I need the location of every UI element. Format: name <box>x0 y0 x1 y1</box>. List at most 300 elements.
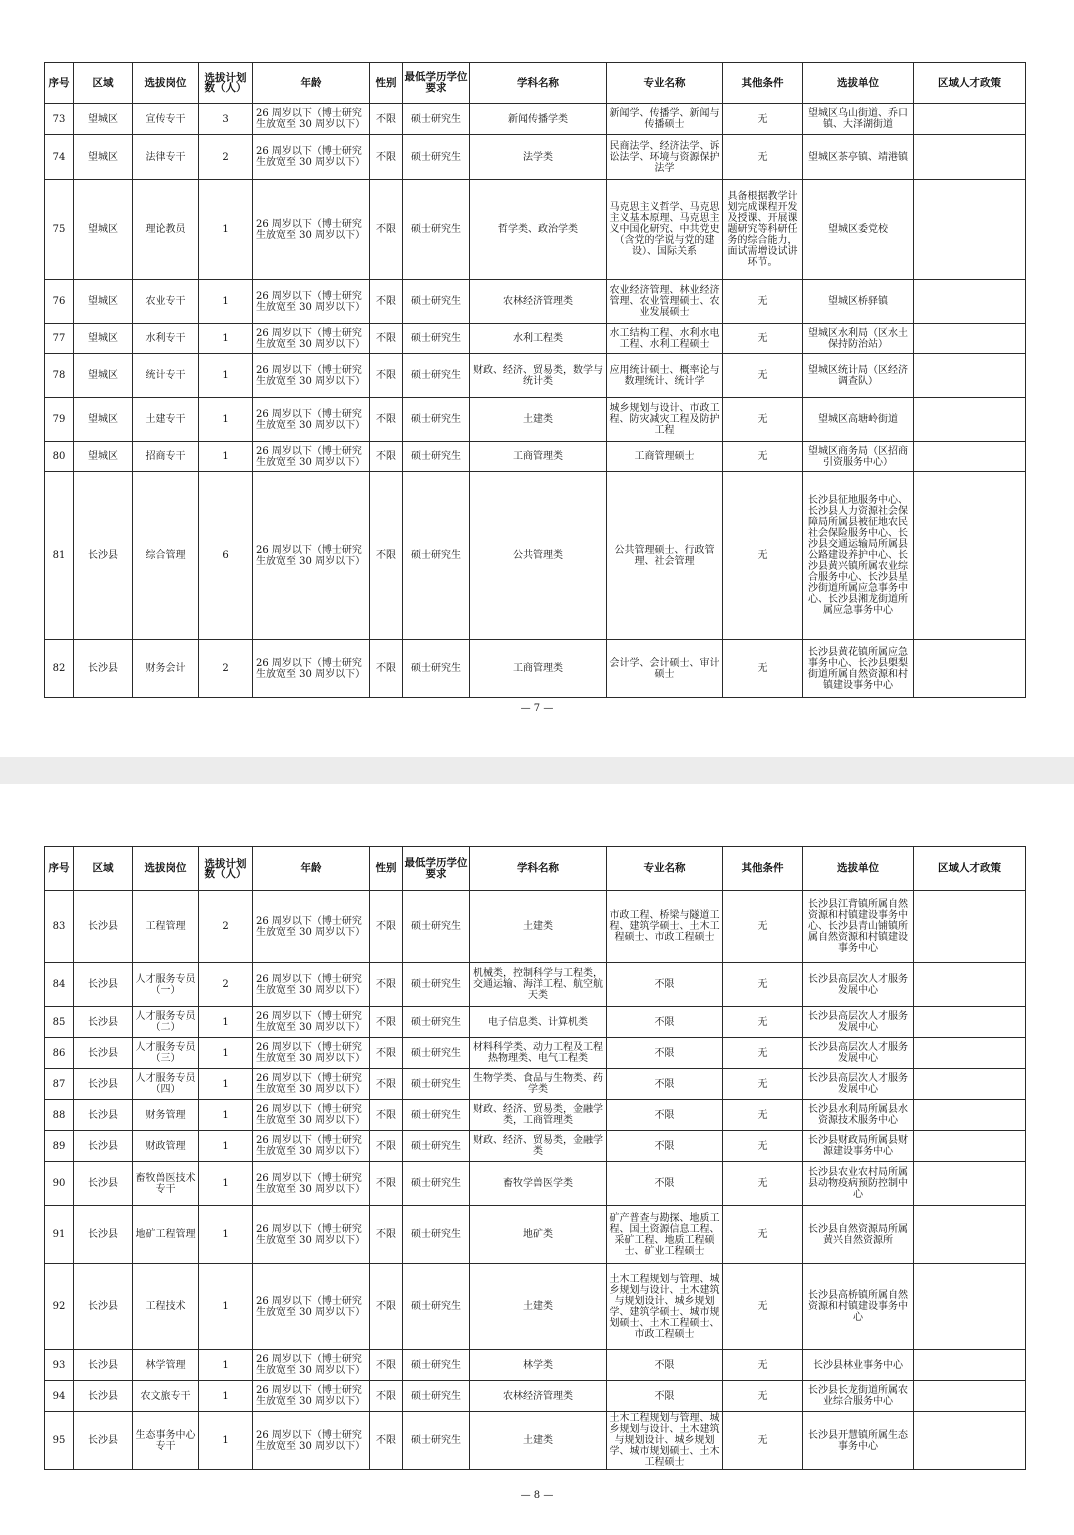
area-cell: 望城区 <box>74 180 133 280</box>
area-cell: 长沙县 <box>74 472 133 640</box>
column-header-degree: 最低学历学位要求 <box>403 847 470 891</box>
major-cell: 城乡规划与设计、市政工程、防灾减灾工程及防护工程 <box>607 398 723 442</box>
discipline-cell: 土建类 <box>470 1264 607 1350</box>
major-cell: 不限 <box>607 963 723 1007</box>
policy-cell <box>914 354 1026 398</box>
post-cell: 法律专干 <box>133 135 199 180</box>
row-number-cell: 75 <box>45 180 74 280</box>
area-cell: 望城区 <box>74 135 133 180</box>
post-cell: 宣传专干 <box>133 104 199 135</box>
gender-cell: 不限 <box>370 354 403 398</box>
table-row <box>45 135 1026 180</box>
count-cell: 1 <box>199 1264 253 1350</box>
degree-cell: 硕士研究生 <box>403 324 470 354</box>
unit-cell: 长沙县高层次人才服务发展中心 <box>803 963 914 1007</box>
gender-cell: 不限 <box>370 1038 403 1069</box>
degree-cell: 硕士研究生 <box>403 891 470 963</box>
discipline-cell: 财政、经济、贸易类，金融学类，工商管理类 <box>470 1100 607 1131</box>
major-cell: 土木工程规划与管理、城乡规划与设计、土木建筑与规划设计、城乡规划学、城市规划硕士、土木工程硕士 <box>607 1412 723 1470</box>
age-cell: 26 周岁以下（博士研究生放宽至 30 周岁以下） <box>253 1412 370 1470</box>
column-header-count: 选拔计划数（人） <box>199 63 253 104</box>
area-cell: 长沙县 <box>74 1069 133 1100</box>
post-cell: 地矿工程管理 <box>133 1206 199 1264</box>
age-cell: 26 周岁以下（博士研究生放宽至 30 周岁以下） <box>253 1381 370 1412</box>
post-cell: 理论教员 <box>133 180 199 280</box>
discipline-cell: 农林经济管理类 <box>470 280 607 324</box>
degree-cell: 硕士研究生 <box>403 1131 470 1162</box>
major-cell: 农业经济管理、林业经济管理、农业管理硕士、农业发展硕士 <box>607 280 723 324</box>
degree-cell: 硕士研究生 <box>403 104 470 135</box>
table-row <box>45 1381 1026 1412</box>
major-cell: 不限 <box>607 1350 723 1381</box>
discipline-cell: 财政、经济、贸易类，数学与统计类 <box>470 354 607 398</box>
discipline-cell: 畜牧学兽医学类 <box>470 1162 607 1206</box>
unit-cell: 望城区统计局（区经济调查队） <box>803 354 914 398</box>
post-cell: 工程技术 <box>133 1264 199 1350</box>
count-cell: 1 <box>199 1412 253 1470</box>
count-cell: 1 <box>199 1206 253 1264</box>
area-cell: 长沙县 <box>74 963 133 1007</box>
degree-cell: 硕士研究生 <box>403 1007 470 1038</box>
gender-cell: 不限 <box>370 640 403 698</box>
age-cell: 26 周岁以下（博士研究生放宽至 30 周岁以下） <box>253 354 370 398</box>
column-header-other-conditions: 其他条件 <box>723 847 803 891</box>
column-header-unit: 选拔单位 <box>803 63 914 104</box>
document-page-7 <box>0 0 1074 757</box>
table-row <box>45 1162 1026 1206</box>
row-number-cell: 88 <box>45 1100 74 1131</box>
row-number-cell: 86 <box>45 1038 74 1069</box>
column-header-row-number: 序号 <box>45 847 74 891</box>
discipline-cell: 新闻传播学类 <box>470 104 607 135</box>
table-row <box>45 1100 1026 1131</box>
gender-cell: 不限 <box>370 963 403 1007</box>
post-cell: 统计专干 <box>133 354 199 398</box>
age-cell: 26 周岁以下（博士研究生放宽至 30 周岁以下） <box>253 963 370 1007</box>
table-row <box>45 1412 1026 1470</box>
unit-cell: 望城区乌山街道、乔口镇、大泽湖街道 <box>803 104 914 135</box>
gender-cell: 不限 <box>370 1264 403 1350</box>
column-header-post: 选拔岗位 <box>133 63 199 104</box>
row-number-cell: 79 <box>45 398 74 442</box>
policy-cell <box>914 1412 1026 1470</box>
post-cell: 人才服务专员（二） <box>133 1007 199 1038</box>
table-row <box>45 963 1026 1007</box>
other-conditions-cell: 无 <box>723 442 803 472</box>
policy-cell <box>914 1264 1026 1350</box>
row-number-cell: 76 <box>45 280 74 324</box>
degree-cell: 硕士研究生 <box>403 1038 470 1069</box>
major-cell: 不限 <box>607 1038 723 1069</box>
column-header-degree: 最低学历学位要求 <box>403 63 470 104</box>
discipline-cell: 哲学类、政治学类 <box>470 180 607 280</box>
gender-cell: 不限 <box>370 1131 403 1162</box>
post-cell: 农业专干 <box>133 280 199 324</box>
degree-cell: 硕士研究生 <box>403 354 470 398</box>
age-cell: 26 周岁以下（博士研究生放宽至 30 周岁以下） <box>253 1100 370 1131</box>
other-conditions-cell: 无 <box>723 1038 803 1069</box>
column-header-discipline: 学科名称 <box>470 63 607 104</box>
post-cell: 林学管理 <box>133 1350 199 1381</box>
unit-cell: 长沙县高桥镇所属自然资源和村镇建设事务中心 <box>803 1264 914 1350</box>
area-cell: 望城区 <box>74 280 133 324</box>
page-number: — 7 — <box>520 703 554 714</box>
policy-cell <box>914 472 1026 640</box>
age-cell: 26 周岁以下（博士研究生放宽至 30 周岁以下） <box>253 398 370 442</box>
discipline-cell: 水利工程类 <box>470 324 607 354</box>
policy-cell <box>914 1162 1026 1206</box>
table-row <box>45 1206 1026 1264</box>
degree-cell: 硕士研究生 <box>403 1412 470 1470</box>
table-row <box>45 104 1026 135</box>
table-row <box>45 1038 1026 1069</box>
other-conditions-cell: 无 <box>723 1131 803 1162</box>
table-row <box>45 1131 1026 1162</box>
policy-cell <box>914 135 1026 180</box>
other-conditions-cell: 无 <box>723 891 803 963</box>
column-header-unit: 选拔单位 <box>803 847 914 891</box>
gender-cell: 不限 <box>370 135 403 180</box>
discipline-cell: 机械类，控制科学与工程类，交通运输、海洋工程、航空航天类 <box>470 963 607 1007</box>
age-cell: 26 周岁以下（博士研究生放宽至 30 周岁以下） <box>253 324 370 354</box>
unit-cell: 望城区委党校 <box>803 180 914 280</box>
table-row <box>45 1007 1026 1038</box>
age-cell: 26 周岁以下（博士研究生放宽至 30 周岁以下） <box>253 1206 370 1264</box>
unit-cell: 望城区高塘岭街道 <box>803 398 914 442</box>
discipline-cell: 公共管理类 <box>470 472 607 640</box>
count-cell: 1 <box>199 1038 253 1069</box>
gender-cell: 不限 <box>370 1412 403 1470</box>
discipline-cell: 农林经济管理类 <box>470 1381 607 1412</box>
column-header-other-conditions: 其他条件 <box>723 63 803 104</box>
column-header-area: 区域 <box>74 63 133 104</box>
policy-cell <box>914 398 1026 442</box>
unit-cell: 望城区桥驿镇 <box>803 280 914 324</box>
count-cell: 1 <box>199 1100 253 1131</box>
row-number-cell: 83 <box>45 891 74 963</box>
count-cell: 1 <box>199 280 253 324</box>
area-cell: 长沙县 <box>74 1131 133 1162</box>
other-conditions-cell: 无 <box>723 354 803 398</box>
other-conditions-cell: 无 <box>723 1007 803 1038</box>
other-conditions-cell: 无 <box>723 1100 803 1131</box>
gender-cell: 不限 <box>370 442 403 472</box>
policy-cell <box>914 104 1026 135</box>
count-cell: 2 <box>199 135 253 180</box>
unit-cell: 长沙县农业农村局所属县动物疫病预防控制中心 <box>803 1162 914 1206</box>
major-cell: 不限 <box>607 1007 723 1038</box>
gender-cell: 不限 <box>370 280 403 324</box>
major-cell: 不限 <box>607 1069 723 1100</box>
count-cell: 1 <box>199 1131 253 1162</box>
age-cell: 26 周岁以下（博士研究生放宽至 30 周岁以下） <box>253 280 370 324</box>
major-cell: 不限 <box>607 1131 723 1162</box>
row-number-cell: 87 <box>45 1069 74 1100</box>
major-cell: 水工结构工程、水利水电工程、水利工程硕士 <box>607 324 723 354</box>
recruitment-table-page-8 <box>44 846 1026 1470</box>
unit-cell: 望城区水利局（区水土保持防治站） <box>803 324 914 354</box>
post-cell: 畜牧兽医技术专干 <box>133 1162 199 1206</box>
count-cell: 1 <box>199 324 253 354</box>
age-cell: 26 周岁以下（博士研究生放宽至 30 周岁以下） <box>253 104 370 135</box>
count-cell: 1 <box>199 1162 253 1206</box>
row-number-cell: 81 <box>45 472 74 640</box>
major-cell: 土木工程规划与管理、城乡规划与设计、土木建筑与规划设计、城乡规划学、建筑学硕士、城市规划硕士、土木工程硕士、市政工程硕士 <box>607 1264 723 1350</box>
policy-cell <box>914 891 1026 963</box>
table-row <box>45 180 1026 280</box>
row-number-cell: 74 <box>45 135 74 180</box>
area-cell: 望城区 <box>74 104 133 135</box>
gender-cell: 不限 <box>370 891 403 963</box>
unit-cell: 望城区茶亭镇、靖港镇 <box>803 135 914 180</box>
row-number-cell: 73 <box>45 104 74 135</box>
table-row <box>45 1264 1026 1350</box>
post-cell: 工程管理 <box>133 891 199 963</box>
age-cell: 26 周岁以下（博士研究生放宽至 30 周岁以下） <box>253 1131 370 1162</box>
post-cell: 财务管理 <box>133 1100 199 1131</box>
count-cell: 1 <box>199 180 253 280</box>
table-header-row <box>45 847 1026 891</box>
degree-cell: 硕士研究生 <box>403 398 470 442</box>
major-cell: 马克思主义哲学、马克思主义基本原理、马克思主义中国化研究、中共党史（含党的学说与党的建设）、国际关系 <box>607 180 723 280</box>
table-row <box>45 280 1026 324</box>
discipline-cell: 土建类 <box>470 891 607 963</box>
unit-cell: 长沙县水利局所属县水资源技术服务中心 <box>803 1100 914 1131</box>
row-number-cell: 78 <box>45 354 74 398</box>
major-cell: 应用统计硕士、概率论与数理统计、统计学 <box>607 354 723 398</box>
table-header-row <box>45 63 1026 104</box>
degree-cell: 硕士研究生 <box>403 640 470 698</box>
policy-cell <box>914 1206 1026 1264</box>
row-number-cell: 90 <box>45 1162 74 1206</box>
row-number-cell: 77 <box>45 324 74 354</box>
count-cell: 1 <box>199 1069 253 1100</box>
degree-cell: 硕士研究生 <box>403 1206 470 1264</box>
discipline-cell: 法学类 <box>470 135 607 180</box>
column-header-gender: 性别 <box>370 63 403 104</box>
discipline-cell: 电子信息类、计算机类 <box>470 1007 607 1038</box>
other-conditions-cell: 无 <box>723 1069 803 1100</box>
count-cell: 3 <box>199 104 253 135</box>
area-cell: 长沙县 <box>74 640 133 698</box>
policy-cell <box>914 180 1026 280</box>
major-cell: 民商法学、经济法学、诉讼法学、环境与资源保护法学 <box>607 135 723 180</box>
area-cell: 长沙县 <box>74 1100 133 1131</box>
gender-cell: 不限 <box>370 1350 403 1381</box>
major-cell: 工商管理硕士 <box>607 442 723 472</box>
unit-cell: 长沙县高层次人才服务发展中心 <box>803 1069 914 1100</box>
other-conditions-cell: 无 <box>723 1264 803 1350</box>
gender-cell: 不限 <box>370 472 403 640</box>
page-number: — 8 — <box>520 1490 554 1501</box>
unit-cell: 长沙县高层次人才服务发展中心 <box>803 1007 914 1038</box>
row-number-cell: 89 <box>45 1131 74 1162</box>
area-cell: 望城区 <box>74 442 133 472</box>
area-cell: 长沙县 <box>74 1162 133 1206</box>
policy-cell <box>914 442 1026 472</box>
policy-cell <box>914 1381 1026 1412</box>
column-header-post: 选拔岗位 <box>133 847 199 891</box>
area-cell: 望城区 <box>74 398 133 442</box>
count-cell: 1 <box>199 1381 253 1412</box>
row-number-cell: 80 <box>45 442 74 472</box>
gender-cell: 不限 <box>370 1206 403 1264</box>
other-conditions-cell: 无 <box>723 1162 803 1206</box>
table-body <box>45 104 1026 698</box>
age-cell: 26 周岁以下（博士研究生放宽至 30 周岁以下） <box>253 1038 370 1069</box>
count-cell: 1 <box>199 1007 253 1038</box>
post-cell: 财政管理 <box>133 1131 199 1162</box>
post-cell: 生态事务中心专干 <box>133 1412 199 1470</box>
table-row <box>45 324 1026 354</box>
row-number-cell: 95 <box>45 1412 74 1470</box>
column-header-major: 专业名称 <box>607 63 723 104</box>
unit-cell: 长沙县江背镇所属自然资源和村镇建设事务中心、长沙县青山铺镇所属自然资源和村镇建设事务中心 <box>803 891 914 963</box>
age-cell: 26 周岁以下（博士研究生放宽至 30 周岁以下） <box>253 1007 370 1038</box>
post-cell: 土建专干 <box>133 398 199 442</box>
major-cell: 新闻学、传播学、新闻与传播硕士 <box>607 104 723 135</box>
discipline-cell: 土建类 <box>470 398 607 442</box>
area-cell: 长沙县 <box>74 1038 133 1069</box>
other-conditions-cell: 具备根据教学计划完成课程开发及授课、开展课题研究等科研任务的综合能力，面试需增设试讲环节。 <box>723 180 803 280</box>
row-number-cell: 84 <box>45 963 74 1007</box>
other-conditions-cell: 无 <box>723 1381 803 1412</box>
count-cell: 1 <box>199 442 253 472</box>
discipline-cell: 财政、经济、贸易类，金融学类 <box>470 1131 607 1162</box>
area-cell: 长沙县 <box>74 1264 133 1350</box>
age-cell: 26 周岁以下（博士研究生放宽至 30 周岁以下） <box>253 1264 370 1350</box>
column-header-count: 选拔计划数（人） <box>199 847 253 891</box>
policy-cell <box>914 1100 1026 1131</box>
area-cell: 长沙县 <box>74 1350 133 1381</box>
column-header-policy: 区域人才政策 <box>914 63 1026 104</box>
count-cell: 1 <box>199 398 253 442</box>
post-cell: 人才服务专员（四） <box>133 1069 199 1100</box>
unit-cell: 长沙县自然资源局所属黄兴自然资源所 <box>803 1206 914 1264</box>
table-row <box>45 1069 1026 1100</box>
discipline-cell: 工商管理类 <box>470 640 607 698</box>
gender-cell: 不限 <box>370 324 403 354</box>
discipline-cell: 工商管理类 <box>470 442 607 472</box>
age-cell: 26 周岁以下（博士研究生放宽至 30 周岁以下） <box>253 442 370 472</box>
post-cell: 水利专干 <box>133 324 199 354</box>
other-conditions-cell: 无 <box>723 640 803 698</box>
unit-cell: 长沙县征地服务中心、长沙县人力资源社会保障局所属县被征地农民社会保险服务中心、长沙县交通运输局所属县公路建设养护中心、长沙县黄兴镇所属农业综合服务中心、长沙县星沙街道所属应急事务中心、长沙县湘龙街道所属应急事务中心 <box>803 472 914 640</box>
document-page-8 <box>0 784 1074 1535</box>
other-conditions-cell: 无 <box>723 1206 803 1264</box>
row-number-cell: 91 <box>45 1206 74 1264</box>
policy-cell <box>914 324 1026 354</box>
gender-cell: 不限 <box>370 104 403 135</box>
area-cell: 望城区 <box>74 324 133 354</box>
unit-cell: 长沙县财政局所属县财源建设事务中心 <box>803 1131 914 1162</box>
other-conditions-cell: 无 <box>723 135 803 180</box>
major-cell: 不限 <box>607 1162 723 1206</box>
policy-cell <box>914 1069 1026 1100</box>
gender-cell: 不限 <box>370 1381 403 1412</box>
major-cell: 不限 <box>607 1100 723 1131</box>
unit-cell: 长沙县黄花镇所属应急事务中心、长沙县㮾梨街道所属自然资源和村镇建设事务中心 <box>803 640 914 698</box>
discipline-cell: 地矿类 <box>470 1206 607 1264</box>
row-number-cell: 92 <box>45 1264 74 1350</box>
area-cell: 长沙县 <box>74 1412 133 1470</box>
column-header-row-number: 序号 <box>45 63 74 104</box>
gender-cell: 不限 <box>370 1162 403 1206</box>
count-cell: 1 <box>199 1350 253 1381</box>
table-body <box>45 891 1026 1470</box>
area-cell: 望城区 <box>74 354 133 398</box>
major-cell: 市政工程、桥梁与隧道工程、建筑学硕士、土木工程硕士、市政工程硕士 <box>607 891 723 963</box>
other-conditions-cell: 无 <box>723 104 803 135</box>
policy-cell <box>914 1131 1026 1162</box>
degree-cell: 硕士研究生 <box>403 135 470 180</box>
unit-cell: 望城区商务局（区招商引资服务中心） <box>803 442 914 472</box>
other-conditions-cell: 无 <box>723 963 803 1007</box>
degree-cell: 硕士研究生 <box>403 472 470 640</box>
column-header-discipline: 学科名称 <box>470 847 607 891</box>
degree-cell: 硕士研究生 <box>403 1350 470 1381</box>
age-cell: 26 周岁以下（博士研究生放宽至 30 周岁以下） <box>253 1350 370 1381</box>
count-cell: 6 <box>199 472 253 640</box>
post-cell: 人才服务专员（一） <box>133 963 199 1007</box>
degree-cell: 硕士研究生 <box>403 1381 470 1412</box>
unit-cell: 长沙县长龙街道所属农业综合服务中心 <box>803 1381 914 1412</box>
major-cell: 矿产普查与勘探、地质工程、国土资源信息工程、采矿工程、地质工程硕士、矿业工程硕士 <box>607 1206 723 1264</box>
policy-cell <box>914 963 1026 1007</box>
age-cell: 26 周岁以下（博士研究生放宽至 30 周岁以下） <box>253 891 370 963</box>
gender-cell: 不限 <box>370 1069 403 1100</box>
table-row <box>45 398 1026 442</box>
discipline-cell: 土建类 <box>470 1412 607 1470</box>
other-conditions-cell: 无 <box>723 472 803 640</box>
row-number-cell: 94 <box>45 1381 74 1412</box>
policy-cell <box>914 1350 1026 1381</box>
post-cell: 人才服务专员（三） <box>133 1038 199 1069</box>
column-header-area: 区域 <box>74 847 133 891</box>
area-cell: 长沙县 <box>74 1206 133 1264</box>
post-cell: 农文旅专干 <box>133 1381 199 1412</box>
age-cell: 26 周岁以下（博士研究生放宽至 30 周岁以下） <box>253 472 370 640</box>
count-cell: 1 <box>199 354 253 398</box>
post-cell: 财务会计 <box>133 640 199 698</box>
degree-cell: 硕士研究生 <box>403 1264 470 1350</box>
column-header-gender: 性别 <box>370 847 403 891</box>
area-cell: 长沙县 <box>74 891 133 963</box>
age-cell: 26 周岁以下（博士研究生放宽至 30 周岁以下） <box>253 1069 370 1100</box>
other-conditions-cell: 无 <box>723 1412 803 1470</box>
discipline-cell: 生物学类、食品与生物类、药学类 <box>470 1069 607 1100</box>
area-cell: 长沙县 <box>74 1381 133 1412</box>
gender-cell: 不限 <box>370 1100 403 1131</box>
degree-cell: 硕士研究生 <box>403 442 470 472</box>
other-conditions-cell: 无 <box>723 1350 803 1381</box>
discipline-cell: 材料科学类、动力工程及工程热物理类、电气工程类 <box>470 1038 607 1069</box>
page-separator <box>0 757 1074 784</box>
policy-cell <box>914 1007 1026 1038</box>
column-header-major: 专业名称 <box>607 847 723 891</box>
post-cell: 综合管理 <box>133 472 199 640</box>
policy-cell <box>914 640 1026 698</box>
degree-cell: 硕士研究生 <box>403 1069 470 1100</box>
count-cell: 2 <box>199 963 253 1007</box>
recruitment-table-page-7 <box>44 62 1026 698</box>
table-row <box>45 472 1026 640</box>
discipline-cell: 林学类 <box>470 1350 607 1381</box>
other-conditions-cell: 无 <box>723 280 803 324</box>
major-cell: 公共管理硕士、行政管理、社会管理 <box>607 472 723 640</box>
other-conditions-cell: 无 <box>723 324 803 354</box>
degree-cell: 硕士研究生 <box>403 1162 470 1206</box>
